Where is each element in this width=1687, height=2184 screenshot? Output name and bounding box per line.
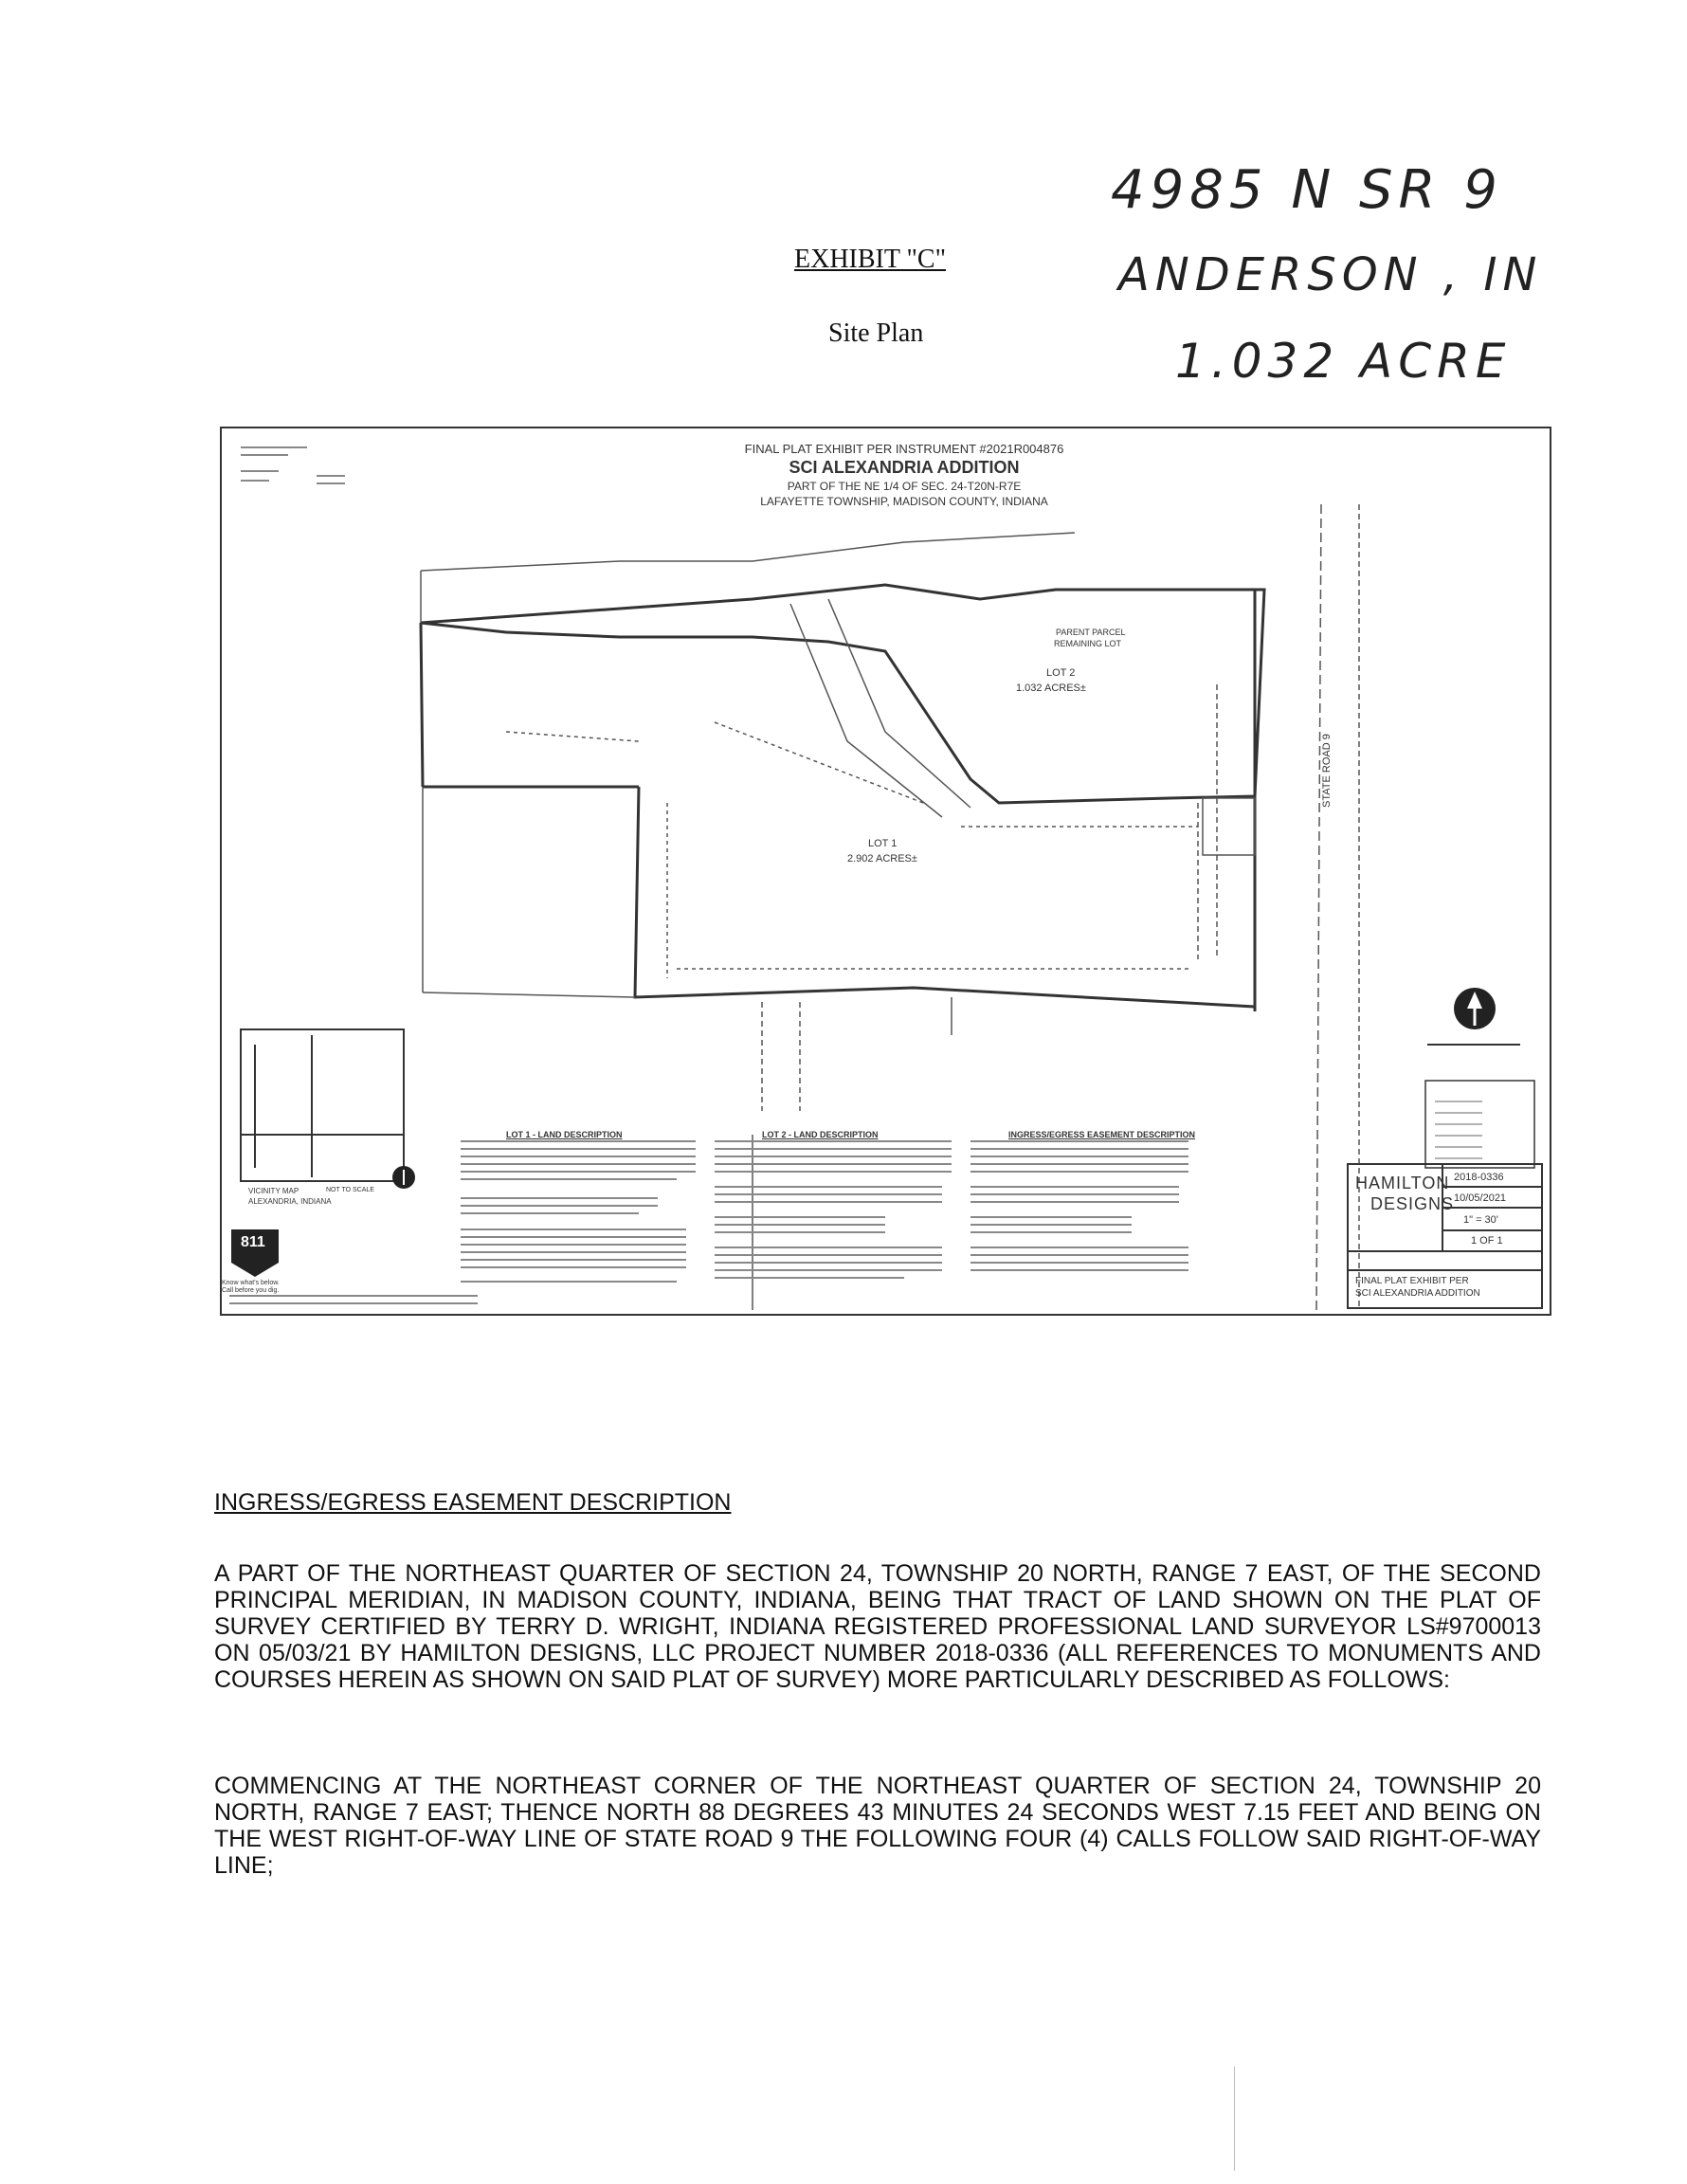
vicinity-map-label: VICINITY MAP	[248, 1187, 299, 1195]
lot2-label: LOT 2	[1046, 667, 1076, 679]
project-number: 2018-0336	[1454, 1172, 1504, 1183]
plat-drawing	[220, 427, 1551, 1316]
sheet-title-1: FINAL PLAT EXHIBIT PER	[1355, 1276, 1469, 1286]
parent-parcel-label: PARENT PARCEL	[1056, 628, 1126, 637]
know-whats-below: Know what's below.	[222, 1280, 280, 1286]
lot1-description-heading: LOT 1 - LAND DESCRIPTION	[506, 1130, 623, 1139]
easement-paragraph-1: A PART OF THE NORTHEAST QUARTER OF SECTION 24, TOWNSHIP 20 NORTH, RANGE 7 EAST, OF THE SECOND PRINCIPAL MERIDIAN, IN MADISON COUNTY, INDIANA, BEING THAT TRACT OF LAND SHOWN ON THE PLAT OF SURVEY CERTIFIED BY TERRY D. WRIGHT, INDIANA REGISTERED PROFESSIONAL LAND SURVEYOR LS#9700013 ON 05/03/21 BY HAMILTON DESIGNS, LLC PROJECT NUMBER 2018-0336 (ALL REFERENCES TO MONUMENTS AND COURSES HEREIN AS SHOWN ON SAID PLAT OF SURVEY) MORE PARTICULARLY DESCRIBED AS FOLLOWS:	[214, 1560, 1541, 1693]
exhibit-title: EXHIBIT "C"	[794, 245, 947, 274]
parent-parcel-sub: REMAINING LOT	[1054, 639, 1122, 648]
scan-artifact-line	[1234, 2066, 1235, 2171]
sheet-title-2: SCI ALEXANDRIA ADDITION	[1355, 1288, 1480, 1299]
plat-description-text	[229, 447, 1188, 1303]
company-name-1: HAMILTON	[1355, 1174, 1450, 1192]
easement-paragraph-2: COMMENCING AT THE NORTHEAST CORNER OF THE NORTHEAST QUARTER OF SECTION 24, TOWNSHIP 20 NORTH, RANGE 7 EAST; THENCE NORTH 88 DEGREES 43 MINUTES 24 SECONDS WEST 7.15 FEET AND BEING ON THE WEST RIGHT-OF-WAY LINE OF STATE ROAD 9 THE FOLLOWING FOUR (4) CALLS FOLLOW SAID RIGHT-OF-WAY LINE;	[214, 1773, 1541, 1879]
ingress-description-heading: INGRESS/EGRESS EASEMENT DESCRIPTION	[1008, 1130, 1196, 1139]
call-before-dig: Call before you dig.	[222, 1287, 280, 1294]
state-road-label: STATE ROAD 9	[1321, 734, 1333, 808]
north-arrow-icon	[1427, 988, 1520, 1045]
company-name-2: DESIGNS	[1370, 1194, 1455, 1213]
lot2-area: 1.032 ACRES±	[1016, 682, 1086, 694]
plat-title-instrument: FINAL PLAT EXHIBIT PER INSTRUMENT #2021R004876	[744, 442, 1064, 456]
lot2-description-heading: LOT 2 - LAND DESCRIPTION	[762, 1130, 879, 1139]
handwritten-acreage: 1.032 ACRE	[1175, 334, 1512, 389]
sheet-date: 10/05/2021	[1454, 1192, 1507, 1204]
sheet-number: 1 OF 1	[1471, 1235, 1503, 1247]
site-plan-subtitle: Site Plan	[828, 318, 924, 348]
sheet-scale: 1" = 30'	[1463, 1214, 1498, 1226]
plat-title-addition: SCI ALEXANDRIA ADDITION	[789, 458, 1020, 477]
handwritten-address: 4985 N SR 9	[1111, 159, 1503, 221]
north-arrow-small-icon	[392, 1166, 415, 1189]
plat-title-township: LAFAYETTE TOWNSHIP, MADISON COUNTY, INDIANA	[760, 495, 1048, 508]
plat-linework	[222, 428, 1553, 1318]
easement-description-heading: INGRESS/EGRESS EASEMENT DESCRIPTION	[214, 1489, 732, 1516]
lot1-label: LOT 1	[868, 838, 898, 849]
vicinity-map-sub: ALEXANDRIA, INDIANA	[248, 1197, 332, 1206]
lot1-area: 2.902 ACRES±	[847, 853, 917, 864]
plat-title-section: PART OF THE NE 1/4 OF SEC. 24-T20N-R7E	[787, 480, 1022, 493]
handwritten-city: ANDERSON , IN	[1118, 248, 1543, 301]
badge-811-label: 811	[241, 1234, 265, 1250]
vicinity-map-frame	[241, 1029, 404, 1181]
not-to-scale-label: NOT TO SCALE	[326, 1187, 374, 1193]
